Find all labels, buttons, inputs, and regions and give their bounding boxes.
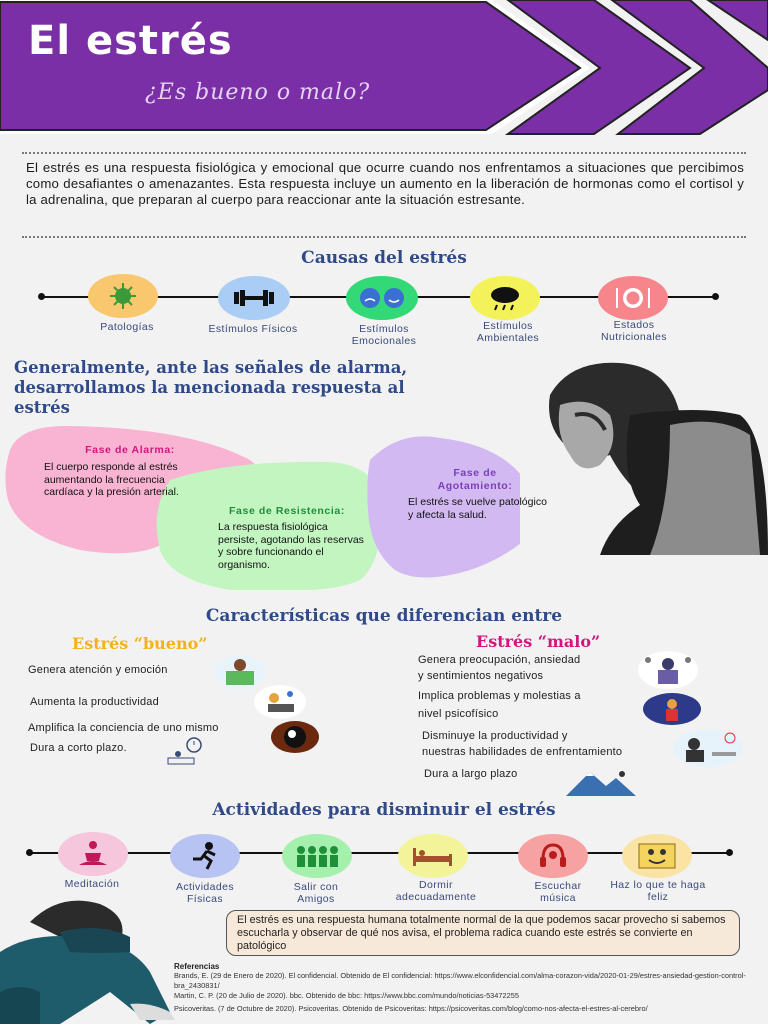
timeline-dot xyxy=(726,849,733,856)
phase-exhaustion-text: El estrés se vuelve patológico y afecta la salud. xyxy=(408,496,547,521)
references-title: Referencias xyxy=(174,962,220,971)
overwhelmed-worker-icon xyxy=(672,728,744,768)
cause-circle-emotional xyxy=(346,276,418,320)
phase-alarm-title: Fase de Alarma: xyxy=(85,444,175,456)
activity-label: Dormir adecuadamente xyxy=(395,879,477,903)
happy-icon xyxy=(637,842,677,870)
activity-label: Meditación xyxy=(64,878,120,890)
closing-note: El estrés es una respuesta humana totalmente normal de la que podemos sacar provecho si sabemos escucharla y observar de qué nos avisa, el problema radica cuando este estrés se convierte en patológico xyxy=(226,910,740,956)
plate-cutlery-icon xyxy=(613,285,653,311)
timeline-dot xyxy=(38,293,45,300)
friends-icon xyxy=(293,844,341,868)
cause-circle-nutritional xyxy=(598,276,668,320)
activity-label: Salir con Amigos xyxy=(293,881,339,905)
reference-item: Brands, E. (29 de Enero de 2020). El confidencial. Obtenido de El confidencial: https://www.elconfidencial.com/alma-corazon-vida/2020-01-29/estres-ansiedad-gestion-control-bra_2430831/ xyxy=(174,971,746,990)
page-title: El estrés xyxy=(28,18,233,64)
phase-exhaustion-title: Fase de Agotamiento: xyxy=(437,467,513,492)
clock-timer-icon xyxy=(164,736,208,768)
phase-resistance-text: La respuesta fisiológica persiste, agotando las reservas y sobre funcionando el organismo. xyxy=(218,521,364,571)
bad-item: nuestras habilidades de enfrentamiento xyxy=(422,746,623,758)
bed-icon xyxy=(411,844,455,868)
timeline-dot xyxy=(712,293,719,300)
good-item: Dura a corto plazo. xyxy=(30,742,127,754)
timeline-dot xyxy=(26,849,33,856)
productive-person-icon xyxy=(252,684,308,720)
bad-item: Implica problemas y molestias a xyxy=(418,690,581,702)
divider xyxy=(22,152,746,154)
activity-circle-happy xyxy=(622,834,692,878)
good-item: Amplifica la conciencia de uno mismo xyxy=(28,722,219,734)
meditation-icon xyxy=(77,839,109,869)
reference-item: Psicoveritas. (7 de Octubre de 2020). Psicoveritas. Obtenido de Psicoveritas: https://psicoveritas.com/blog/como-nos-afecta-el-estres-al-cerebro/ xyxy=(174,1004,648,1013)
response-heading: Generalmente, ante las señales de alarma, desarrollamos la mencionada respuesta al estrés xyxy=(14,358,408,417)
good-stress-title: Estrés “bueno” xyxy=(72,634,208,653)
reference-item: Martin, C. P. (20 de Julio de 2020). bbc. Obtenido de bbc: https://www.bbc.com/mundo/noticias-53472255 xyxy=(174,991,519,1000)
phase-alarm-text: El cuerpo responde al estrés aumentando la frecuencia cardíaca y la presión arterial. xyxy=(44,461,179,498)
activity-label: Actividades Físicas xyxy=(175,881,235,905)
bad-item: Dura a largo plazo xyxy=(424,768,518,780)
good-item: Aumenta la productividad xyxy=(30,696,159,708)
emotions-icon xyxy=(357,286,407,310)
cause-circle-environmental xyxy=(470,276,540,320)
activity-circle-physical xyxy=(170,834,240,878)
activity-circle-music xyxy=(518,834,588,878)
cause-label: Estímulos Físicos xyxy=(208,323,298,335)
dumbbell-icon xyxy=(232,288,276,308)
causes-title: Causas del estrés xyxy=(301,248,467,268)
activities-title: Actividades para disminuir el estrés xyxy=(212,800,556,820)
bad-item: nivel psicofísico xyxy=(418,708,499,720)
activity-label: Escuchar música xyxy=(534,880,582,904)
activity-circle-sleep xyxy=(398,834,468,878)
cause-circle-pathologies xyxy=(88,274,158,318)
sad-sitting-person-illustration xyxy=(0,892,190,1024)
virus-icon xyxy=(105,281,141,311)
worried-person-icon xyxy=(636,650,700,690)
bad-stress-title: Estrés “malo” xyxy=(476,632,601,651)
page-subtitle: ¿Es bueno o malo? xyxy=(145,80,371,105)
running-icon xyxy=(189,841,221,871)
bad-item: Genera preocupación, ansiedad xyxy=(418,654,581,666)
cause-circle-physical xyxy=(218,276,290,320)
activity-circle-meditation xyxy=(58,832,128,876)
bad-item: y sentimientos negativos xyxy=(418,670,544,682)
headphones-icon xyxy=(537,841,569,871)
good-item: Genera atención y emoción xyxy=(28,664,168,676)
stressed-woman-illustration xyxy=(520,355,768,555)
cause-label: Estados Nutricionales xyxy=(601,319,667,343)
head-mind-icon xyxy=(270,720,320,754)
activity-circle-friends xyxy=(282,834,352,878)
mountain-climber-icon xyxy=(566,764,636,796)
characteristics-title: Características que diferencian entre xyxy=(205,606,563,626)
cause-label: Patologías xyxy=(100,321,154,333)
phase-resistance-title: Fase de Resistencia: xyxy=(229,505,345,517)
intro-paragraph: El estrés es una respuesta fisiológica y emocional que ocurre cuando nos enfrentamos a situaciones que percibimos como desafiantes o amenazantes. Esta respuesta incluye un aumento en la liberación de hormonas como el cortisol y la adrenalina, que preparan al cuerpo para reaccionar ante la situación estresante. xyxy=(26,160,744,207)
storm-cloud-icon xyxy=(487,285,523,311)
bad-item: Disminuye la productividad y xyxy=(422,730,568,742)
cause-label: Estímulos Ambientales xyxy=(476,320,540,344)
divider xyxy=(22,236,746,238)
activity-label: Haz lo que te haga feliz xyxy=(610,879,706,903)
cause-label: Estímulos Emocionales xyxy=(351,323,417,347)
discomfort-person-icon xyxy=(642,692,702,726)
